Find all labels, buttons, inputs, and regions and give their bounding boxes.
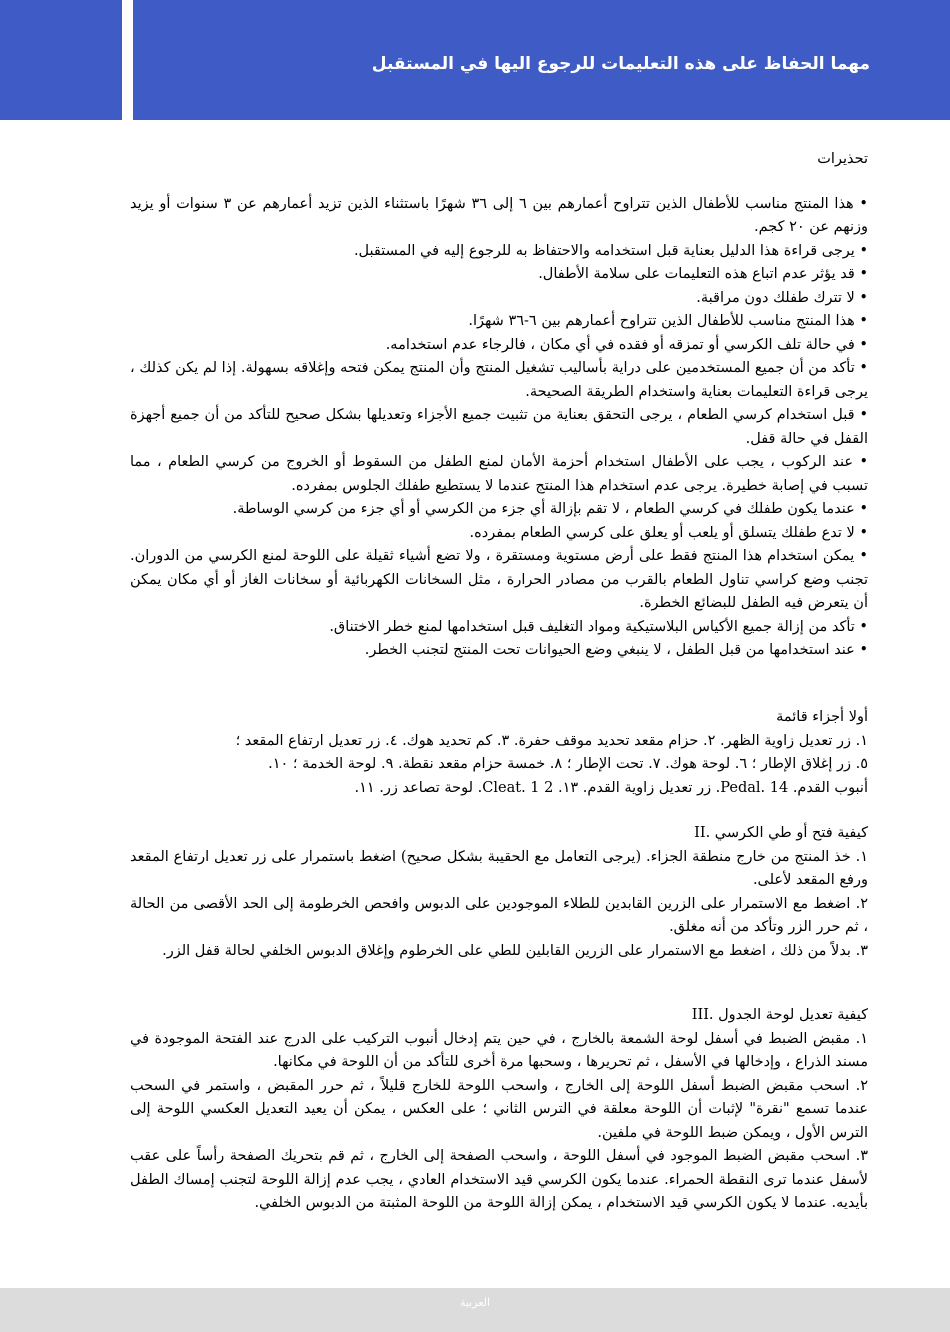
warning-item: • عند الركوب ، يجب على الأطفال استخدام أحزمة الأمان لمنع الطفل من السقوط أو الخروج من كرسي الطعام ، مما تسبب في إصابة خطيرة. يرجى عدم استخدام هذا المنتج عندما لا يستطيع طفلك الجلوس بمفرده. [130, 454, 868, 494]
footer-language-label: العربية [459, 1296, 491, 1309]
header-banner [133, 0, 950, 120]
warning-item: • عند استخدامها من قبل الطفل ، لا ينبغي وضع الحيوانات تحت المنتج لتجنب الخطر. [364, 642, 868, 658]
fold-step: ١. خذ المنتج من خارج منطقة الجزاء. (يرجى التعامل مع الحقيبة بشكل صحيح) اضغط باستمرار على زر تعديل ارتفاع المقعد ورفع المقعد لأعلى. [130, 848, 868, 888]
warnings-section [130, 148, 868, 663]
warning-item: • هذا المنتج مناسب للأطفال الذين تتراوح أعمارهم بين ٦ إلى ٣٦ شهرًا باستثناء الذين تزيد أعمارهم عن ٣ سنوات أو يزيد وزنهم عن ٢٠ كجم. [130, 195, 868, 235]
warning-item: • يمكن استخدام هذا المنتج فقط على أرض مستوية ومستقرة ، ولا تضع أشياء ثقيلة على اللوحة لمنع الكرسي من الدوران. تجنب وضع كراسي تناول الطعام بالقرب من مصادر الحرارة ، مثل السخانات الكهربائية أو سخانات الغاز أو أي مكان يمكن أن يتعرض فيه الطفل للبضائع الخطرة. [130, 548, 868, 611]
tray-step: ١. مقبض الضبط في أسفل لوحة الشمعة بالخارج ، في حين يتم إدخال أنبوب التركيب على الدرج عند الفتحة الموجودة في مسند الذراع ، وإدخالها في الأسفل ، ثم تحريرها ، وسحبها مرة أخرى للتأكد من أن اللوحة في مكانها. [130, 1030, 868, 1070]
warning-item: • لا تترك طفلك دون مراقبة. [696, 289, 868, 306]
warning-item: • تأكد من أن جميع المستخدمين على دراية بأساليب تشغيل المنتج وأن المنتج يمكن فتحه وإغلاقه بسهولة. إذا لم يكن كذلك ، يرجى قراءة التعليمات بعناية واستخدام الطريقة الصحيحة. [130, 360, 868, 400]
fold-section [130, 822, 868, 963]
warning-item: • في حالة تلف الكرسي أو تمزقه أو فقده في أي مكان ، فالرجاء عدم استخدامه. [385, 336, 868, 353]
warning-item: • لا تدع طفلك يتسلق أو يلعب أو يعلق على كرسي الطعام بمفرده. [469, 524, 868, 541]
footer-bar [0, 1288, 950, 1332]
tray-section [130, 1004, 868, 1216]
warning-item: • تأكد من إزالة جميع الأكياس البلاستيكية ومواد التغليف قبل استخدامها لمنع خطر الاختناق. [329, 618, 868, 635]
warning-item: • قد يؤثر عدم اتباع هذه التعليمات على سلامة الأطفال. [538, 266, 868, 282]
page-title: مهما الحفاظ على هذه التعليمات للرجوع اليها في المستقبل [371, 54, 870, 74]
parts-heading: أولا أجزاء قائمة [776, 709, 868, 725]
warning-item: • يرجى قراءة هذا الدليل بعناية قبل استخدامه والاحتفاظ به للرجوع إليه في المستقبل. [353, 242, 868, 259]
parts-line: ٥. زر إغلاق الإطار ؛ ٦. لوحة هوك. ٧. تحت الإطار ؛ ٨. خمسة حزام مقعد نقطة. ٩. لوحة الخدمة ؛ ١٠. [268, 756, 868, 772]
parts-section [130, 706, 868, 800]
parts-line: ١. زر تعديل زاوية الظهر. ٢. حزام مقعد تحديد موقف حفرة. ٣. كم تحديد هوك. ٤. زر تعديل ارتفاع المقعد ؛ [235, 732, 868, 749]
parts-line: أنبوب القدم. Pedal. 14. زر تعديل زاوية القدم. ١٣. Cleat. 1 2. لوحة تصاعد زر. ١١. [354, 779, 868, 796]
fold-step: ٣. بدلاً من ذلك ، اضغط مع الاستمرار على الزرين القابلين للطي على الخرطوم وإغلاق الدبوس الخلفي لحالة قفل الزر. [162, 942, 868, 959]
tray-step: ٢. اسحب مقبض الضبط أسفل اللوحة إلى الخارج ، واسحب اللوحة للخارج قليلاً ، ثم حرر المقبض ، واستمر في السحب عندما تسمع "نقرة" لإثبات أن اللوحة معلقة في الترس الثاني ؛ على العكس ، يمكن أن يعيد التعديل العكسي اللوحة إلى الترس الأول ، ويمكن ضبط اللوحة في ملفين. [130, 1077, 868, 1141]
warnings-heading: تحذيرات [817, 151, 868, 167]
fold-step: ٢. اضغط مع الاستمرار على الزرين القابدين للطلاء الموجودين على الدبوس وافحص الخرطومة إلى الحد الأقصى من الحالة ، ثم حرر الزر وتأكد من أنه مغلق. [130, 895, 868, 935]
warning-item: • قبل استخدام كرسي الطعام ، يرجى التحقق بعناية من تثبيت جميع الأجزاء وتعديلها بشكل صحيح للتأكد من أن جميع أجهزة القفل في حالة قفل. [130, 407, 868, 447]
spacer [130, 172, 868, 193]
warning-item: • عندما يكون طفلك في كرسي الطعام ، لا تقم بإزالة أي جزء من الكرسي أو أي جزء من كرسي الوساطة. [232, 501, 868, 517]
header-accent-block [0, 0, 122, 120]
tray-heading: كيفية تعديل لوحة الجدول .III [691, 1007, 868, 1023]
warning-item: • هذا المنتج مناسب للأطفال الذين تتراوح أعمارهم بين ٦-٣٦ شهرًا. [468, 313, 868, 329]
fold-heading: كيفية فتح أو طي الكرسي .II [694, 825, 868, 841]
tray-step: ٣. اسحب مقبض الضبط الموجود في أسفل اللوحة ، واسحب الصفحة إلى الخارج ، ثم قم بتحريك الصفحة رأساً على عقب لأسفل عندما ترى النقطة الحمراء. عندما يكون الكرسي قيد الاستخدام العادي ، يجب عدم إزالة اللوحة لتجنب إمساك الطفل بأيديه. عندما لا يكون الكرسي قيد الاستخدام ، يمكن إزالة اللوحة من اللوحة المثبتة من الدبوس الخلفي. [130, 1148, 868, 1211]
